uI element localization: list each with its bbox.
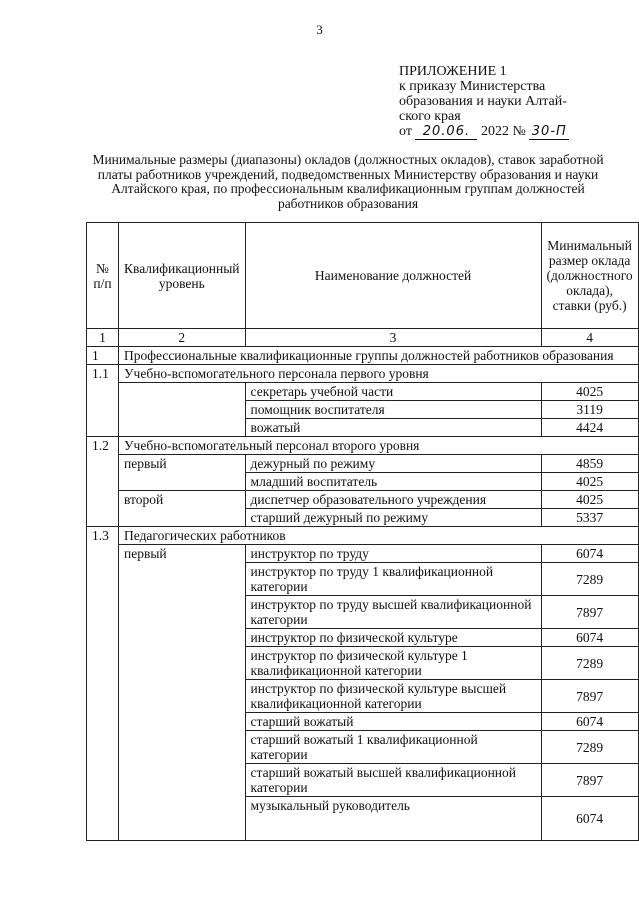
col-number: 4: [541, 329, 638, 347]
header-level: Квалификационный уровень: [119, 223, 246, 329]
salary-value: 7897: [541, 680, 638, 713]
salary-value: 7289: [541, 731, 638, 764]
position-name: помощник воспитателя: [245, 401, 541, 419]
group-num: 1: [87, 347, 119, 365]
position-name: инструктор по труду 1 квалификационной категории: [245, 563, 541, 596]
qualification-level: второй: [119, 491, 246, 509]
position-name: старший вожатый высшей квалификационной категории: [245, 764, 541, 797]
group-num: 1.3: [87, 527, 119, 545]
order-date: 20.06.: [415, 125, 477, 140]
position-name: инструктор по труду высшей квалификационной категории: [245, 596, 541, 629]
salary-value: 6074: [541, 797, 638, 841]
salary-value: 4424: [541, 419, 638, 437]
appendix-line-3: ского края: [399, 109, 461, 124]
salary-value: 6074: [541, 713, 638, 731]
table-row: [87, 713, 639, 731]
appendix-block: [399, 64, 569, 140]
group-row: [87, 437, 639, 455]
page-number: 3: [316, 22, 323, 37]
group-title: Профессиональные квалификационные группы должностей работников образования: [119, 347, 639, 365]
group-num: 1.1: [87, 365, 119, 383]
group-num: 1.2: [87, 437, 119, 455]
appendix-line-2: образования и науки Алтай-: [399, 94, 567, 109]
appendix-title: ПРИЛОЖЕНИЕ 1: [399, 64, 507, 79]
salary-table: [86, 222, 639, 841]
group-title: Учебно-вспомогательный персонал второго уровня: [119, 437, 639, 455]
qualification-level: первый: [119, 545, 246, 563]
table-row: [87, 545, 639, 563]
appendix-date-line: [399, 124, 569, 140]
salary-value: 4025: [541, 473, 638, 491]
salary-value: 4025: [541, 491, 638, 509]
salary-value: 6074: [541, 545, 638, 563]
salary-value: 5337: [541, 509, 638, 527]
table-row: [87, 401, 639, 419]
table-row: [87, 491, 639, 509]
position-name: диспетчер образовательного учреждения: [245, 491, 541, 509]
table-row: [87, 596, 639, 629]
position-name: старший вожатый: [245, 713, 541, 731]
salary-value: 7897: [541, 596, 638, 629]
number-sign: №: [512, 124, 526, 139]
group-row: [87, 347, 639, 365]
document-title: Минимальные размеры (диапазоны) окладов (должностных окладов), ставок заработной платы работников учреждений, подведомственных Министерству образования и науки Алтайского края, по профессиональным квалификационным группам должностей работников образования: [92, 152, 604, 211]
salary-value: 4859: [541, 455, 638, 473]
col-number: 3: [245, 329, 541, 347]
col-number: 2: [119, 329, 246, 347]
position-name: инструктор по труду: [245, 545, 541, 563]
group-row: [87, 365, 639, 383]
salary-value: 7897: [541, 764, 638, 797]
table-row: [87, 629, 639, 647]
position-name: младший воспитатель: [245, 473, 541, 491]
table-row: [87, 680, 639, 713]
table-row: [87, 563, 639, 596]
header-salary: Минимальный размер оклада (должностного оклада), ставки (руб.): [541, 223, 638, 329]
table-row: [87, 731, 639, 764]
position-name: инструктор по физической культуре 1 квалификационной категории: [245, 647, 541, 680]
salary-value: 6074: [541, 629, 638, 647]
table-row: [87, 647, 639, 680]
position-name: инструктор по физической культуре высшей квалификационной категории: [245, 680, 541, 713]
group-row: [87, 527, 639, 545]
position-name: секретарь учебной части: [245, 383, 541, 401]
group-title: Педагогических работников: [119, 527, 639, 545]
table-row: [87, 509, 639, 527]
position-name: музыкальный руководитель: [245, 797, 541, 841]
salary-value: 3119: [541, 401, 638, 419]
salary-value: 7289: [541, 563, 638, 596]
table-row: [87, 383, 639, 401]
position-name: вожатый: [245, 419, 541, 437]
position-name: инструктор по физической культуре: [245, 629, 541, 647]
position-name: дежурный по режиму: [245, 455, 541, 473]
group-title: Учебно-вспомогательного персонала первого уровня: [119, 365, 639, 383]
position-name: старший дежурный по режиму: [245, 509, 541, 527]
table-row: [87, 473, 639, 491]
qualification-level: первый: [119, 455, 246, 473]
header-num: № п/п: [87, 223, 119, 329]
order-year: 2022: [480, 124, 509, 139]
salary-value: 4025: [541, 383, 638, 401]
salary-value: 7289: [541, 647, 638, 680]
appendix-line-1: к приказу Министерства: [399, 79, 546, 94]
date-prefix: от: [399, 124, 412, 139]
column-number-row: [87, 329, 639, 347]
order-number: 30-П: [529, 125, 569, 140]
table-row: [87, 455, 639, 473]
table-row: [87, 764, 639, 797]
position-name: старший вожатый 1 квалификационной категории: [245, 731, 541, 764]
table-row: [87, 797, 639, 841]
col-number: 1: [87, 329, 119, 347]
table-row: [87, 419, 639, 437]
header-name: Наименование должностей: [245, 223, 541, 329]
table-header-row: [87, 223, 639, 329]
